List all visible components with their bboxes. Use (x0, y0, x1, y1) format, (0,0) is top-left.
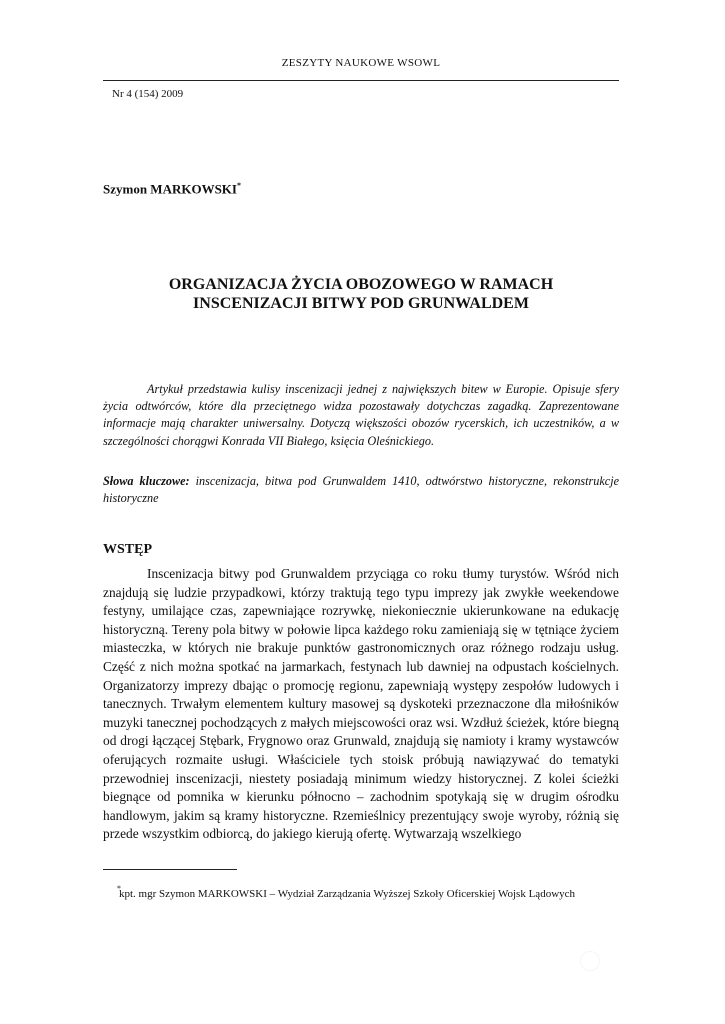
header-rule (103, 80, 619, 81)
article-title-line-1: ORGANIZACJA ŻYCIA OBOZOWEGO W RAMACH (168, 276, 554, 293)
issue-number: Nr 4 (154) 2009 (112, 88, 184, 100)
keywords (103, 473, 619, 507)
journal-title: ZESZYTY NAUKOWE WSOWL (281, 57, 441, 69)
body-paragraph: Inscenizacja bitwy pod Grunwaldem przyciąga co roku tłumy turystów. Wśród nich znajdują się ludzie przypadkowi, którzy traktują tego typu imprezy jak zwykłe weekendowe festyny, umilające czas, zapewniające rozrywkę, niekoniecznie ukierunkowane na edukację historyczną. Tereny pola bitwy w połowie lipca każdego roku zamieniają się w tętniące życiem miasteczka, w których nie brakuje punktów gastronomicznych oraz różnego rodzaju usług. Część z nich można spotkać na jarmarkach, festynach lub dawniej na odpustach kościelnych. Organizatorzy imprezy dbając o promocję regionu, zapewniają występy zespołów ludowych i tanecznych. Trwałym elementem kultury masowej są dyskoteki przeznaczone dla miłośników muzyki tanecznej pochodzących z małych miejscowości oraz wsi. Wzdłuż ścieżek, które biegną od drogi łączącej Stębark, Frygnowo oraz Grunwald, znajdują się namioty i kramy wystawców oferujących rozmaite usługi. Właściciele tych stoisk próbują nawiązywać do tematyki przewodniej inscenizacji, niestety posiadają minimum wiedzy historycznej. Z kolei ścieżki biegnące od pomnika w kierunku północno – zachodnim spotykają się w drugim ośrodku handlowym, jakim są kramy historyczne. Rzemieślnicy prezentujący swoje wyroby, różnią się przede wszystkim odbiorcą, do jakiego kierują ofertę. Wytwarzają wszelkiego (103, 566, 619, 842)
article-title (103, 275, 619, 313)
keywords-text: inscenizacja, bitwa pod Grunwaldem 1410, odtwórstwo historyczne, rekonstrukcje historyczne (103, 474, 619, 506)
footnote-text: kpt. mgr Szymon MARKOWSKI – Wydział Zarządzania Wyższej Szkoły Oficerskiej Wojsk Lądowych (119, 888, 576, 900)
author-name: Szymon MARKOWSKI (103, 181, 237, 197)
author-footnote-marker: * (236, 181, 241, 190)
author-line (103, 181, 241, 197)
keywords-label: Słowa kluczowe: (103, 474, 190, 488)
footnote-rule (103, 869, 237, 870)
section-heading: WSTĘP (103, 542, 153, 557)
watermark-icon (580, 951, 600, 971)
abstract: Artykuł przedstawia kulisy inscenizacji jednej z największych bitew w Europie. Opisuje sfery życia odtwórców, które dla przeciętnego widza pozostawały dotychczas zagadką. Zaprezentowane informacje mają charakter uniwersalny. Dotyczą większości obozów rycerskich, ich uczestników, a w szczególności chorągwi Konrada VII Białego, księcia Oleśnickiego. (103, 382, 619, 448)
article-title-line-2: INSCENIZACJI BITWY POD GRUNWALDEM (193, 295, 529, 312)
footnote-marker: * (117, 884, 121, 893)
